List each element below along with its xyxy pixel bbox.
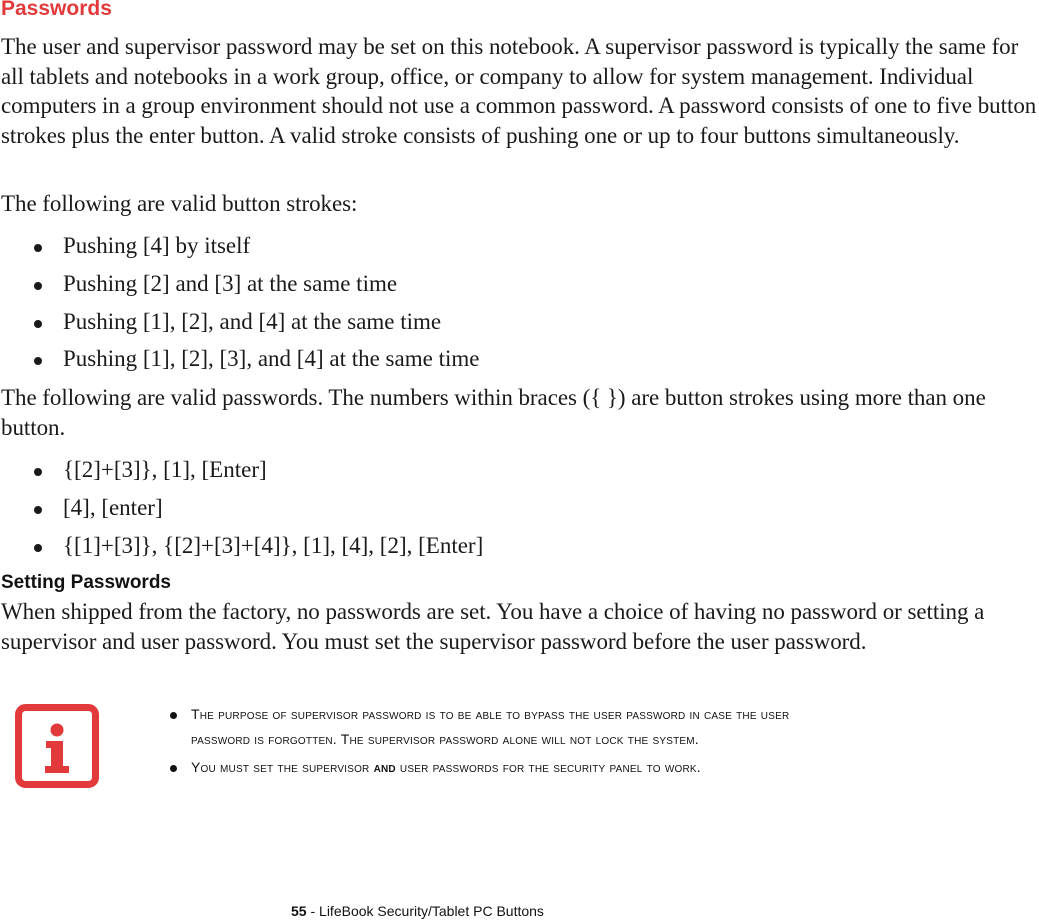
note-item-2-emphasis: and [373,759,396,775]
bullet-icon [170,765,177,772]
bullet-icon [34,357,42,365]
page-footer [291,903,544,919]
note-item-1-line-1: The purpose of supervisor password is to be able to bypass the user password in case the user [191,706,790,722]
list-item-text: {[1]+[3]}, {[2]+[3]+[4]}, [1], [4], [2], [Enter] [63,533,484,558]
valid-strokes-intro: The following are valid button strokes: [1,191,358,216]
list-item-text: Pushing [4] by itself [63,233,251,258]
list-item-text: Pushing [2] and [3] at the same time [63,271,398,296]
list-item-text: Pushing [1], [2], [3], and [4] at the same time [63,346,480,371]
valid-passwords-intro: The following are valid passwords. The numbers within braces ({ }) are button strokes using more than one button. [1,385,986,440]
bullet-icon [34,506,42,514]
page-number: 55 [291,903,307,919]
intro-paragraph: The user and supervisor password may be set on this notebook. A supervisor password is typically the same for all tablets and notebooks in a work group, office, or company to allow for system management. Individual computers in a group environment should not use a common password. A password consists of one to five button strokes plus the enter button. A valid stroke consists of pushing one or up to four buttons simultaneously. [1,34,1037,148]
bullet-icon [34,468,42,476]
setting-paragraph: When shipped from the factory, no passwords are set. You have a choice of having no password or setting a supervisor and user password. You must set the supervisor password before the user password. [1,599,985,654]
note-item-2-text-before: You must set the supervisor [191,759,374,775]
bullet-icon [170,712,177,719]
bullet-icon [34,282,42,290]
list-item-text: Pushing [1], [2], and [4] at the same time [63,309,442,334]
info-icon [15,704,99,788]
bullet-icon [34,244,42,252]
footer-title: LifeBook Security/Tablet PC Buttons [319,903,544,919]
note-item-1-line-2: password is forgotten. The supervisor password alone will not lock the system. [191,731,699,747]
note-item-2-text-after: user passwords for the security panel to work. [395,759,701,775]
bullet-icon [34,544,42,552]
heading-setting-passwords: Setting Passwords [1,572,171,593]
list-item-text: [4], [enter] [63,495,163,520]
bullet-icon [34,320,42,328]
footer-separator: - [306,903,320,919]
note-item-2 [191,759,701,775]
heading-passwords: Passwords [1,0,112,20]
list-item-text: {[2]+[3]}, [1], [Enter] [63,457,267,482]
